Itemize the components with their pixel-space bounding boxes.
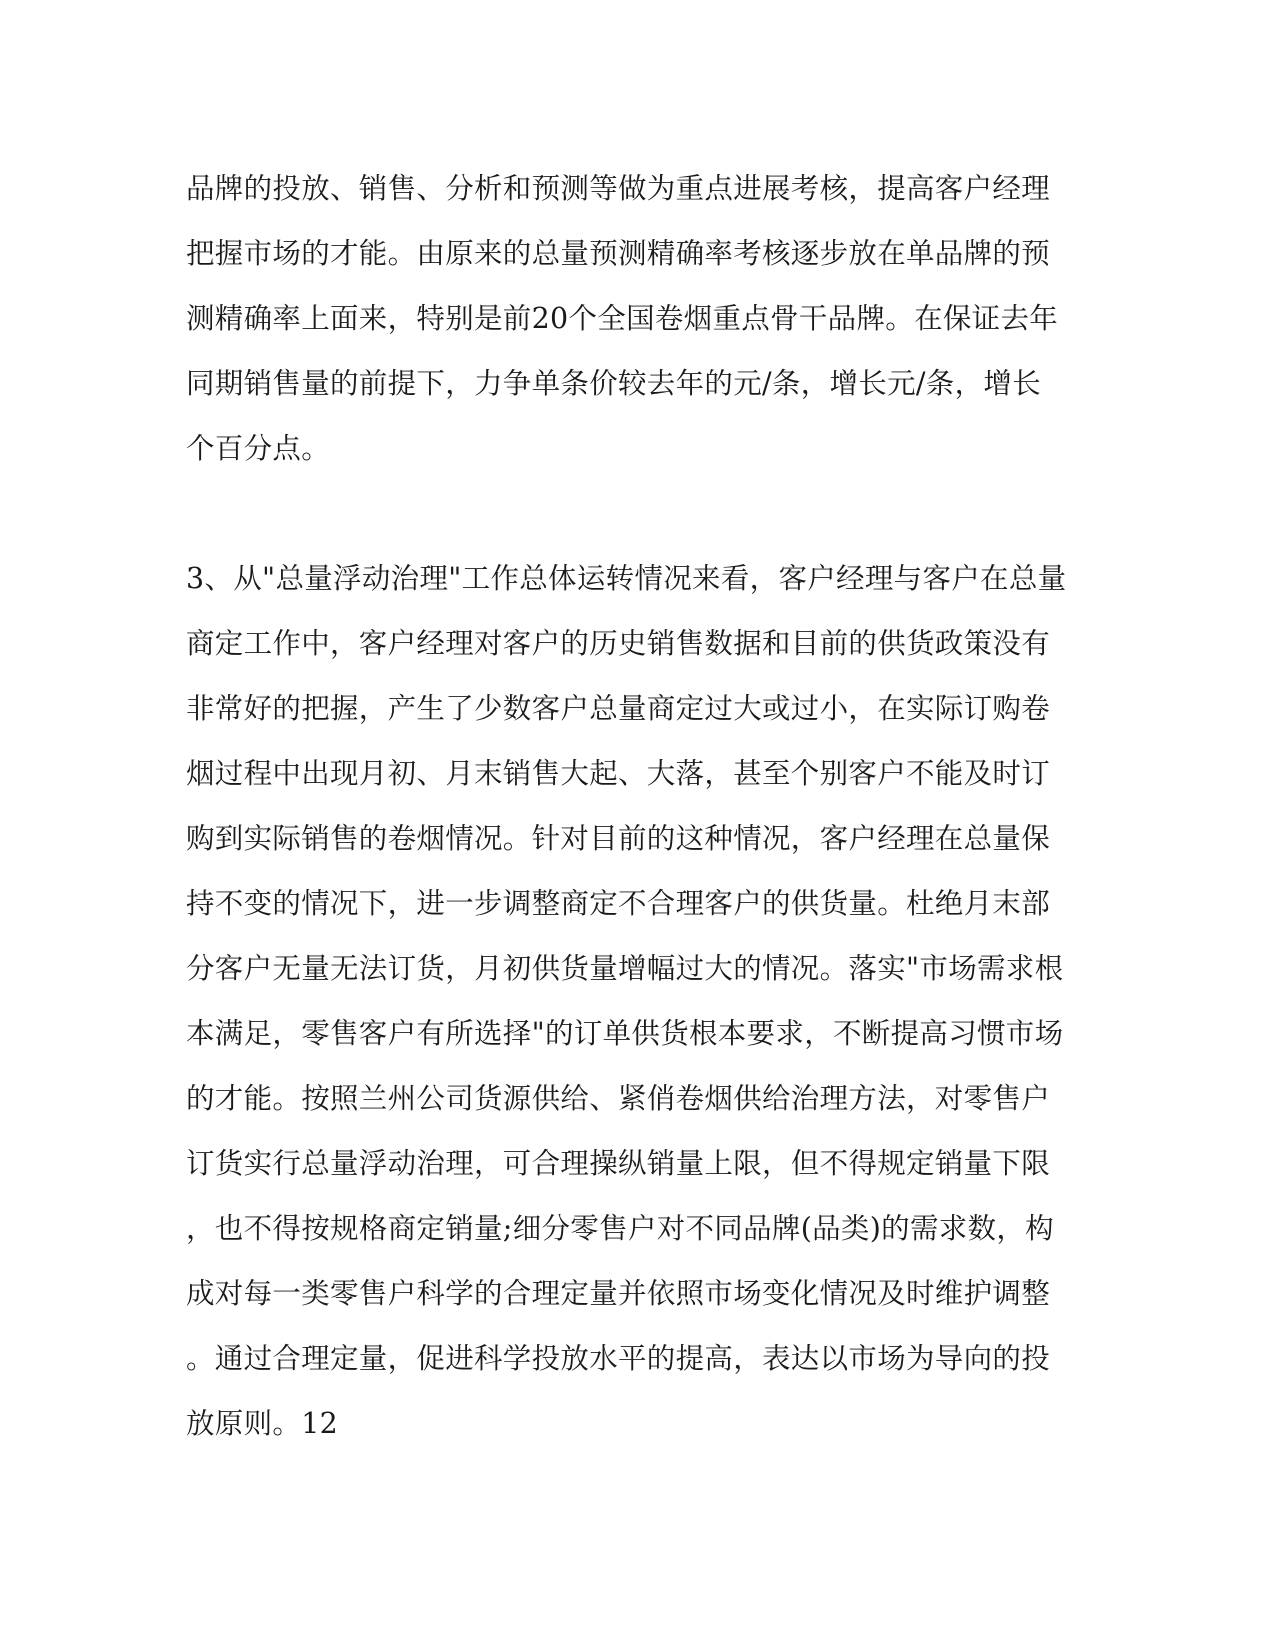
text-line: 分客户无量无法订货，月初供货量增幅过大的情况。落实"市场需求根	[186, 952, 1064, 985]
text-line: 。通过合理定量，促进科学投放水平的提高，表达以市场为导向的投	[186, 1342, 1051, 1375]
text-line: 放原则。12	[186, 1407, 339, 1440]
text-line: 的才能。按照兰州公司货源供给、紧俏卷烟供给治理方法，对零售户	[186, 1082, 1051, 1115]
text-line: 成对每一类零售户科学的合理定量并依照市场变化情况及时维护调整	[186, 1277, 1051, 1310]
text-line: 把握市场的才能。由原来的总量预测精确率考核逐步放在单品牌的预	[186, 237, 1051, 270]
text-line: 测精确率上面来，特别是前20个全国卷烟重点骨干品牌。在保证去年	[186, 302, 1059, 335]
text-line: 商定工作中，客户经理对客户的历史销售数据和目前的供货政策没有	[186, 627, 1051, 660]
text-line: 3、从"总量浮动治理"工作总体运转情况来看，客户经理与客户在总量	[186, 562, 1067, 595]
text-line: 个百分点。	[186, 432, 331, 465]
text-line: 订货实行总量浮动治理，可合理操纵销量上限，但不得规定销量下限	[186, 1147, 1051, 1180]
text-line: 本满足，零售客户有所选择"的订单供货根本要求，不断提高习惯市场	[186, 1017, 1064, 1050]
paragraph-brand-assessment	[186, 156, 1086, 481]
text-line: 持不变的情况下，进一步调整商定不合理客户的供货量。杜绝月末部	[186, 887, 1051, 920]
text-line: 品牌的投放、销售、分析和预测等做为重点进展考核，提高客户经理	[186, 172, 1051, 205]
text-line: 烟过程中出现月初、月末销售大起、大落，甚至个别客户不能及时订	[186, 757, 1051, 790]
text-line: 购到实际销售的卷烟情况。针对目前的这种情况，客户经理在总量保	[186, 822, 1051, 855]
text-line: ，也不得按规格商定销量;细分零售户对不同品牌(品类)的需求数，构	[186, 1212, 1054, 1245]
text-line: 同期销售量的前提下，力争单条价较去年的元/条，增长元/条，增长	[186, 367, 1042, 400]
text-line: 非常好的把握，产生了少数客户总量商定过大或过小，在实际订购卷	[186, 692, 1051, 725]
paragraph-quantity-management	[186, 546, 1086, 1456]
